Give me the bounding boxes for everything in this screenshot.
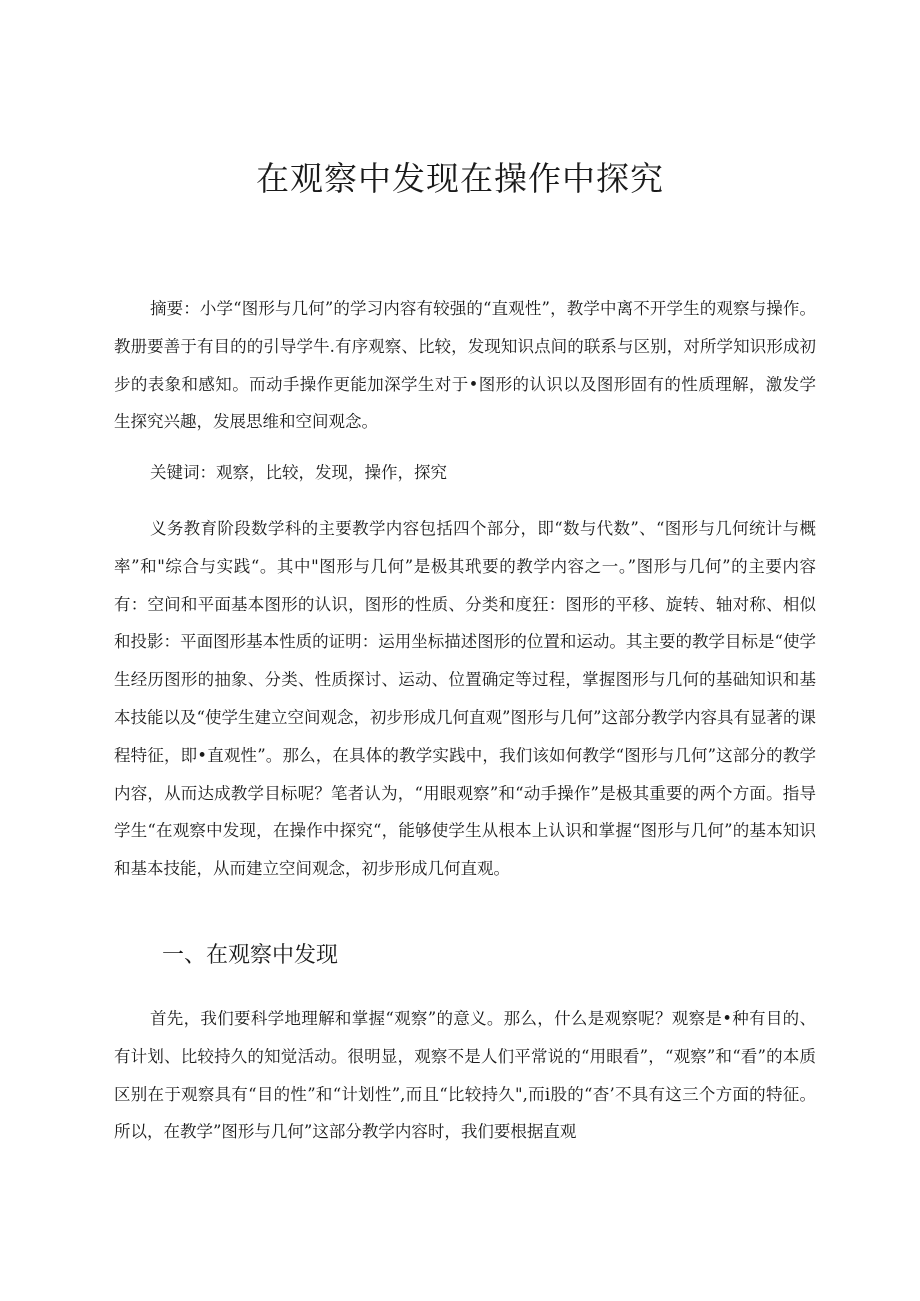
keywords-line: 关键词：观察，比较，发现，操作，探究 [150, 463, 447, 482]
section-paragraph: 首先，我们要科学地理解和掌握“观察”的意义。那么，什么是观察呢？观察是•种有目的、有计划、比较持久的知觉活动。很明显，观察不是人们平常说的“用眼看”，“观察”和“看”的本质区别在于观察具有“目的性”和“计划性”,而且“比较持久",而i股的“杳’不具有这三个方面的特征。所以，在教学”图形与几何”这部分教学内容时，我们要根据直观 [114, 1009, 816, 1142]
document-title: 在观察中发现在操作中探究 [256, 159, 664, 198]
section-heading: 一、在观察中发现 [162, 943, 339, 968]
intro-paragraph: 义务教育阶段数学科的主要教学内容包括四个部分，即“数与代数”、“图形与几何统计与概率”和"综合与实践“。其中"图形与几何”是极其玳要的教学内容之一。”图形与几何”的主要内容有：空间和平面基本图形的认识，图形的性质、分类和度狂：图形的平移、旋转、轴对称、相似和投影：平面图形基本性质的证明：运用坐标描述图形的位置和运动。其主要的教学目标是“使学生经历图形的抽象、分类、性质探讨、运动、位置确定等过程，掌握图形与几何的基础知识和基本技能以及“使学生建立空间观念，初步形成几何直观”图形与几何”这部分教学内容具有显著的课程特征，即•直观性”。那么，在具体的教学实践中，我们该如何教学“图形与几何”这部分的教学内容，从而达成教学目标呢？笔者认为，“用眼观察”和“动手操作”是极其重要的两个方面。指导学生“在观察中发现，在操作中探究“，能够使学生从根本上认识和掌握“图形与几何”的基本知识和基本技能，从而建立空间观念，初步形成几何直观。 [114, 519, 816, 879]
abstract-paragraph: 摘要：小学“图形与几何”的学习内容有较强的“直观性”，教学中离不开学生的观察与操作。教册要善于有目的的引导学牛.有序观察、比较，发现知识点间的联系与区别，对所学知识形成初步的表象和感知。而动手操作更能加深学生对于•图形的认识以及图形固有的性质理解，激发学生探究兴趣，发展思维和空间观念。 [114, 299, 816, 432]
